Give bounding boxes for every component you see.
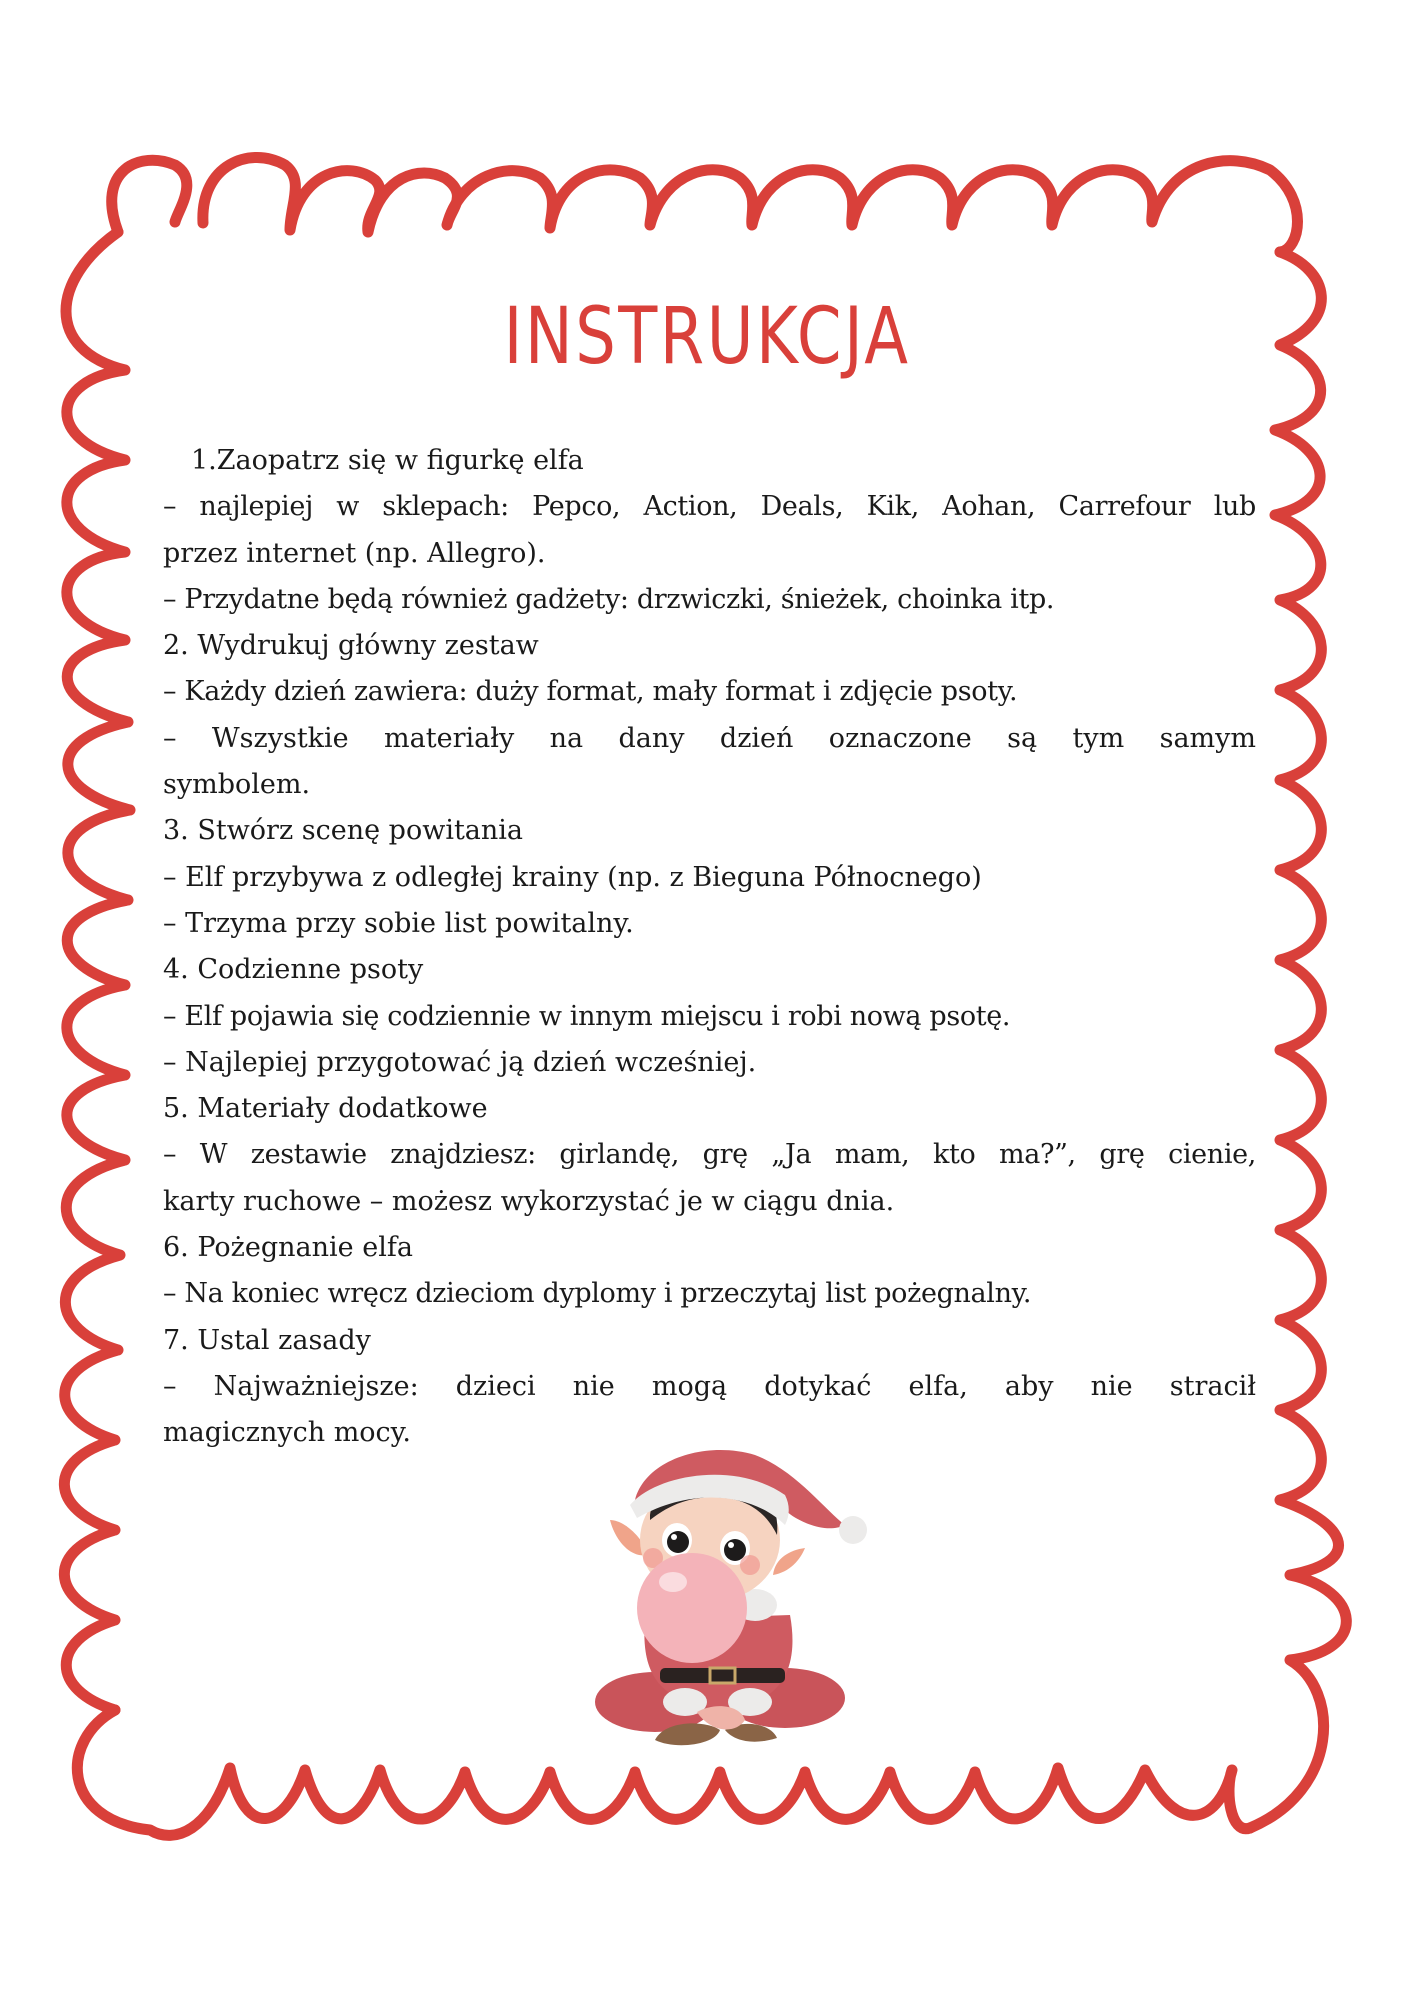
step-detail: karty ruchowe – możesz wykorzystać je w ciągu dnia. (163, 1185, 895, 1217)
border-right (1250, 252, 1346, 1828)
elf-left-pupil (667, 1531, 689, 1553)
step-detail: przez internet (np. Allegro). (163, 537, 546, 569)
step-heading: 4. Codzienne psoty (163, 954, 424, 986)
step-detail: – Najlepiej przygotować ją dzień wcześniej. (163, 1046, 757, 1078)
elf-hat-pompom (839, 1516, 867, 1544)
step-detail: – najlepiej w sklepach: Pepco, Action, Deals, Kik, Aohan, Carrefour lub (163, 491, 1256, 523)
instructions-body (163, 438, 1256, 1457)
step-detail: – Elf przybywa z odległej krainy (np. z Bieguna Północnego) (163, 861, 982, 893)
step-detail: magicznych mocy. (163, 1417, 411, 1449)
elf-right-pupil (724, 1539, 746, 1561)
page-title: INSTRUKCJA (503, 292, 911, 382)
step-detail: – W zestawie znajdziesz: girlandę, grę „Ja mam, kto ma?”, grę cienie, (163, 1139, 1256, 1171)
border-top (112, 157, 1298, 252)
elf-right-cheek (740, 1555, 760, 1575)
step-detail: – Na koniec wręcz dzieciom dyplomy i przeczytaj list pożegnalny. (163, 1278, 1032, 1310)
step-detail: – Każdy dzień zawiera: duży format, mały format i zdjęcie psoty. (163, 676, 1018, 708)
step-heading: 1.Zaopatrz się w figurkę elfa (191, 445, 584, 476)
border-left (64, 232, 130, 1710)
step-detail: – Elf pojawia się codziennie w innym miejscu i robi nową psotę. (163, 1000, 1011, 1032)
elf-illustration (585, 1440, 885, 1760)
elf-right-eye-glint (728, 1542, 734, 1548)
step-detail: – Przydatne będą również gadżety: drzwiczki, śnieżek, choinka itp. (163, 583, 1055, 615)
bubble-highlight (659, 1572, 687, 1592)
step-detail: – Wszystkie materiały na dany dzień oznaczone są tym samym (163, 722, 1256, 754)
step-heading: 6. Pożegnanie elfa (163, 1232, 413, 1264)
step-heading: 5. Materiały dodatkowe (163, 1093, 488, 1125)
step-heading: 2. Wydrukuj główny zestaw (163, 630, 539, 662)
elf-left-eye-glint (671, 1534, 677, 1540)
step-detail: – Najważniejsze: dzieci nie mogą dotykać elfa, aby nie stracił (163, 1370, 1256, 1402)
step-detail: symbolem. (163, 769, 311, 801)
bubblegum-bubble (637, 1553, 747, 1663)
elf-belt (660, 1668, 785, 1683)
step-heading: 3. Stwórz scenę powitania (163, 815, 524, 847)
step-detail: – Trzyma przy sobie list powitalny. (163, 907, 634, 939)
step-heading: 7. Ustal zasady (163, 1324, 371, 1356)
